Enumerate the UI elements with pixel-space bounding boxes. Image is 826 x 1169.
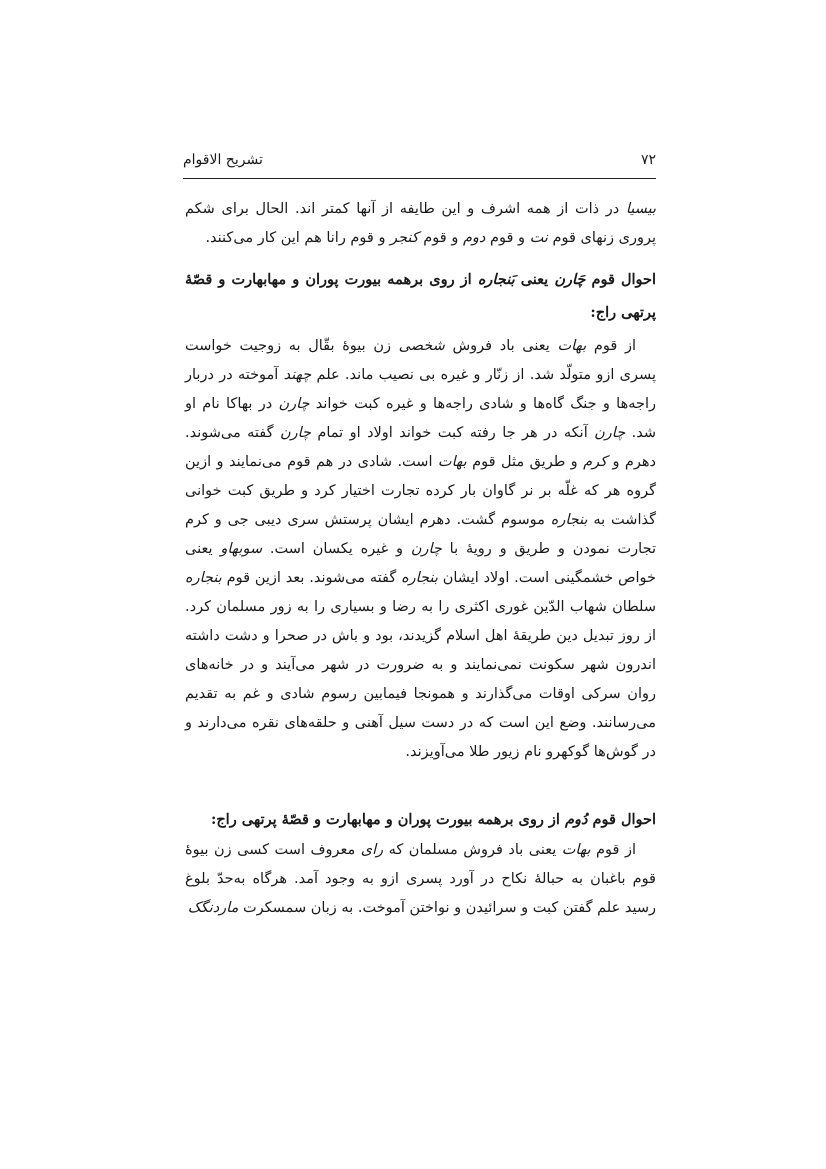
italic-term: چارن	[594, 425, 626, 441]
page-number: ۷۲	[640, 152, 656, 168]
italic-term: چارن	[410, 541, 442, 557]
italic-term: دوم	[462, 230, 486, 246]
section-1	[185, 263, 656, 767]
italic-term: دُوم	[565, 811, 588, 828]
page-header	[183, 152, 656, 174]
italic-term: بَنجاره	[477, 271, 515, 288]
intro-paragraph	[185, 195, 656, 253]
text-run: آموخته در دربار راجه‌ها و جنگ گاه‌ها و شادی راجه‌ها و غیره کبت خواند	[185, 367, 656, 412]
section-1-body	[185, 332, 656, 767]
header-rule	[183, 178, 656, 179]
section-2	[185, 803, 656, 923]
italic-term: نت	[529, 230, 548, 246]
text-run: و قوم	[485, 230, 530, 246]
italic-term: بیسیا	[625, 201, 656, 217]
text-run: گفته می‌شوند. بعد ازین قوم	[221, 570, 402, 586]
section-2-heading	[185, 803, 656, 836]
text-run: و طریق مثل قوم	[466, 454, 584, 470]
text-run: زن بیوهٔ بقّال به زوجیت خواست پسری ازو متولّد شد. از زنّار و غیره بی نصیب ماند. علم	[185, 338, 656, 383]
italic-term: بهات	[557, 338, 587, 354]
text-run: و غیره یکسان است.	[262, 541, 411, 557]
italic-term: ماردنگک	[187, 900, 239, 916]
italic-term: سوبهاو	[220, 541, 263, 557]
italic-term: کرم	[583, 454, 608, 470]
italic-term: چَارن	[554, 271, 586, 288]
intro-block	[185, 195, 656, 253]
text-run: گفته می‌شوند. دهرم و	[185, 425, 656, 470]
text-run: سلطان شهاب الدّین غوری اکثری را به رضا و بسیاری را به زور مسلمان کرد. از روز تبدیل دین طریقهٔ اهل اسلام گزیدند، بود و باش در صحرا و دشت داشته اندرون شهر سکونت نمی‌نمایند و به ضرورت در شهر می‌آیند و در خانه‌های روان سرکی اوقات می‌گذارند و همونجا فیمابین رسوم شادی و غم به تقدیم می‌رسانند. وضع این است که در دست سیل آهنی و حلقه‌های نقره می‌دارند و در گوش‌ها گوکهرو نام زیور طلا می‌آویزند.	[185, 599, 656, 760]
italic-term: رای	[360, 842, 384, 858]
italic-term: بنجاره	[185, 570, 222, 586]
text-run: و قوم رانا هم این کار می‌کنند.	[205, 230, 391, 246]
text-run: آنکه در هر جا رفته کبت خواند اولاد او تمام	[311, 425, 595, 441]
text-run: احوال قوم	[587, 811, 656, 828]
text-run: در ذات از همه اشرف و این طایفه از آنها کمتر اند. الحال برای شکم پروری زنهای قوم	[185, 201, 656, 246]
section-2-body	[185, 836, 656, 923]
italic-term: بهات	[437, 454, 467, 470]
text-run: موسوم گشت. دهرم ایشان پرستش سری دیبی جی و کرم تجارت نمودن و طریق و رویهٔ با	[185, 512, 656, 557]
italic-term: بنجاره	[550, 512, 588, 528]
text-run: از قوم	[590, 842, 636, 858]
italic-term: چهند	[283, 367, 312, 383]
italic-term: شخصی	[398, 338, 445, 354]
text-run: یعنی باد فروش مسلمان که	[383, 842, 562, 858]
text-run: از روی برهمه بیورت پوران و مهابهارت و قصّهٔ پرتهی راج:	[210, 811, 566, 828]
text-run: است. شادی در هم قوم می‌نمایند و ازین گروه هر که غلّه بر نر گاوان بار کرده تجارت اختیار کرد و طریق کبت خوانی گذاشت به	[185, 454, 656, 528]
italic-term: کنجر	[390, 230, 419, 246]
section-1-heading	[185, 263, 656, 329]
italic-term: بنجاره	[401, 570, 438, 586]
italic-term: چارن	[278, 396, 310, 412]
italic-term: بهات	[561, 842, 591, 858]
text-run: در بهاکا نام او شد.	[185, 396, 656, 441]
text-run: یعنی خواص خشمگینی است. اولاد ایشان	[185, 541, 656, 586]
text-run: احوال قوم	[585, 271, 657, 288]
text-run: از قوم	[586, 338, 636, 354]
text-run: معروف است کسی زن بیوهٔ قوم باغبان به حبالهٔ نکاح در آورد پسری ازو به وجود آمد. هرگاه به‌حدّ بلوغ رسید علم گفتن کبت و سرائیدن و نواختن آموخت. به زبان سمسکرت	[185, 842, 656, 916]
running-title: تشریح الاقوام	[183, 152, 263, 168]
text-run: از روی برهمه بیورت پوران و مهابهارت و قصّهٔ پرتهی راج:	[185, 271, 656, 321]
text-run: یعنی	[514, 271, 555, 288]
text-run: و قوم	[418, 230, 463, 246]
text-run: یعنی باد فروش	[444, 338, 558, 354]
italic-term: چارن	[279, 425, 311, 441]
